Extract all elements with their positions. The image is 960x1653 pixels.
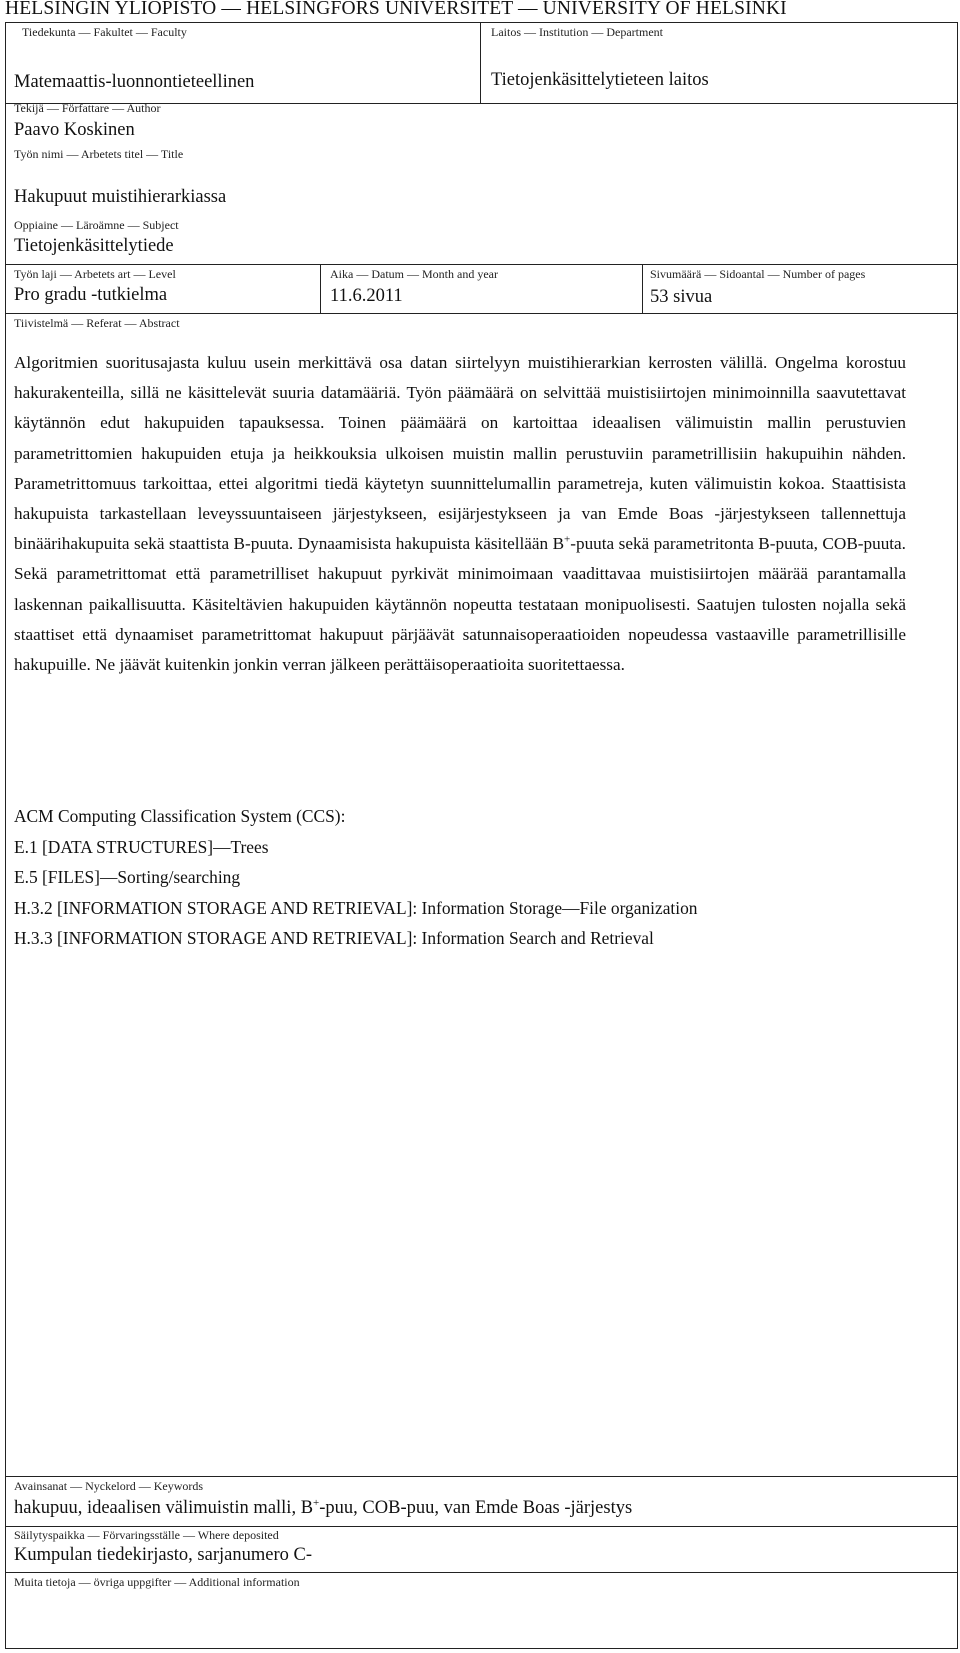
keywords-label: Avainsanat — Nyckelord — Keywords [14, 1479, 204, 1493]
date-label: Aika — Datum — Month and year [330, 267, 498, 281]
abstract-text-part: Algoritmien suoritusajasta kuluu usein merkittävä osa datan siirtelyyn muistihierarkian kerrosten välillä. Ongelma korostuu hakurakenteilla, sillä ne käsittelevät suuria datamääriä. Työn päämäärä on selvittää muistisiirtojen minimoinnilla saavutettavat käytännön edut hakupuiden tapauksessa. Toinen päämäärä on kartoittaa ideaalisen välimuistin mallin perustuvien parametrittomien hakupuiden etuja ja heikkouksia ulkoisen muistin mallin perustuviin parametrillisiin hakupuihin nähden. Parametrittomuus tarkoittaa, ettei algoritmi tiedä käytetyn suunnittelumallin parametreja, kuten välimuistin kokoa. Staattisista hakupuista tarkastellaan leveyssuuntaiseen järjestykseen, esijärjestykseen ja van Emde Boas -järjestykseen tallennettuja binäärihakupuita sekä staattista B-puuta. Dynaamisista hakupuista käsitellään B [14, 353, 906, 554]
divider-line [5, 1572, 958, 1573]
university-header: HELSINGIN YLIOPISTO — HELSINGFORS UNIVERSITET — UNIVERSITY OF HELSINKI [5, 0, 787, 19]
faculty-value: Matemaattis-luonnontieteellinen [14, 72, 255, 92]
additional-info-label: Muita tietoja — övriga uppgifter — Additional information [14, 1575, 300, 1589]
author-value: Paavo Koskinen [14, 120, 135, 140]
ccs-heading: ACM Computing Classification System (CCS): [14, 806, 346, 826]
superscript-plus: + [313, 1496, 320, 1509]
deposited-value: Kumpulan tiedekirjasto, sarjanumero C- [14, 1545, 312, 1565]
department-value: Tietojenkäsittelytieteen laitos [491, 70, 709, 90]
ccs-item: H.3.2 [INFORMATION STORAGE AND RETRIEVAL]: Information Storage—File organization [14, 897, 698, 918]
divider-line [5, 264, 958, 265]
abstract-label: Tiivistelmä — Referat — Abstract [14, 316, 180, 330]
pages-value: 53 sivua [650, 287, 713, 307]
faculty-label: Tiedekunta — Fakultet — Faculty [22, 25, 187, 39]
divider-line [5, 313, 958, 314]
level-date-divider [320, 264, 321, 314]
pages-label: Sivumäärä — Sidoantal — Number of pages [650, 267, 866, 281]
faculty-department-divider [480, 22, 481, 104]
divider-line [5, 1526, 958, 1527]
keywords-text-part: hakupuu, ideaalisen välimuistin malli, B [14, 1498, 314, 1518]
keywords-value [14, 1498, 632, 1519]
keywords-text-part: -puu, COB-puu, van Emde Boas -järjestys [319, 1498, 633, 1518]
title-label: Työn nimi — Arbetets titel — Title [14, 147, 184, 161]
date-value: 11.6.2011 [330, 286, 403, 306]
divider-line [5, 1476, 958, 1477]
ccs-item: E.1 [DATA STRUCTURES]—Trees [14, 836, 269, 857]
deposited-label: Säilytyspaikka — Förvaringsställe — Where deposited [14, 1528, 279, 1542]
ccs-item: E.5 [FILES]—Sorting/searching [14, 867, 241, 888]
author-label: Tekijä — Författare — Author [14, 101, 161, 115]
abstract-text [14, 348, 906, 680]
department-label: Laitos — Institution — Department [491, 25, 663, 39]
level-value: Pro gradu -tutkielma [14, 285, 168, 305]
ccs-block [14, 801, 944, 954]
subject-label: Oppiaine — Läroämne — Subject [14, 218, 179, 232]
superscript-plus: + [564, 533, 571, 546]
date-pages-divider [642, 264, 643, 314]
abstract-text-part: -puuta sekä parametritonta B-puuta, COB-puuta. Sekä parametrittomat että parametrilliset hakupuut pyrkivät minimoimaan vaadittavaa muistisiirtojen määrää parantamalla laskennan paikallisuutta. Käsiteltävien hakupuiden käytännön nopeutta testataan monipuolisesti. Saatujen tulosten nojalla sekä staattiset että dynaamiset parametrittomat hakupuut pärjäävät satunnaisoperaatioiden nopeudessa vastaaville parametrillisille hakupuille. Ne jäävät kuitenkin jonkin verran jälkeen perättäisoperaatioita suoritettaessa. [14, 534, 906, 675]
ccs-item: H.3.3 [INFORMATION STORAGE AND RETRIEVAL]: Information Search and Retrieval [14, 928, 654, 949]
title-value: Hakupuut muistihierarkiassa [14, 187, 227, 207]
level-label: Työn laji — Arbetets art — Level [14, 267, 176, 281]
subject-value: Tietojenkäsittelytiede [14, 236, 174, 256]
